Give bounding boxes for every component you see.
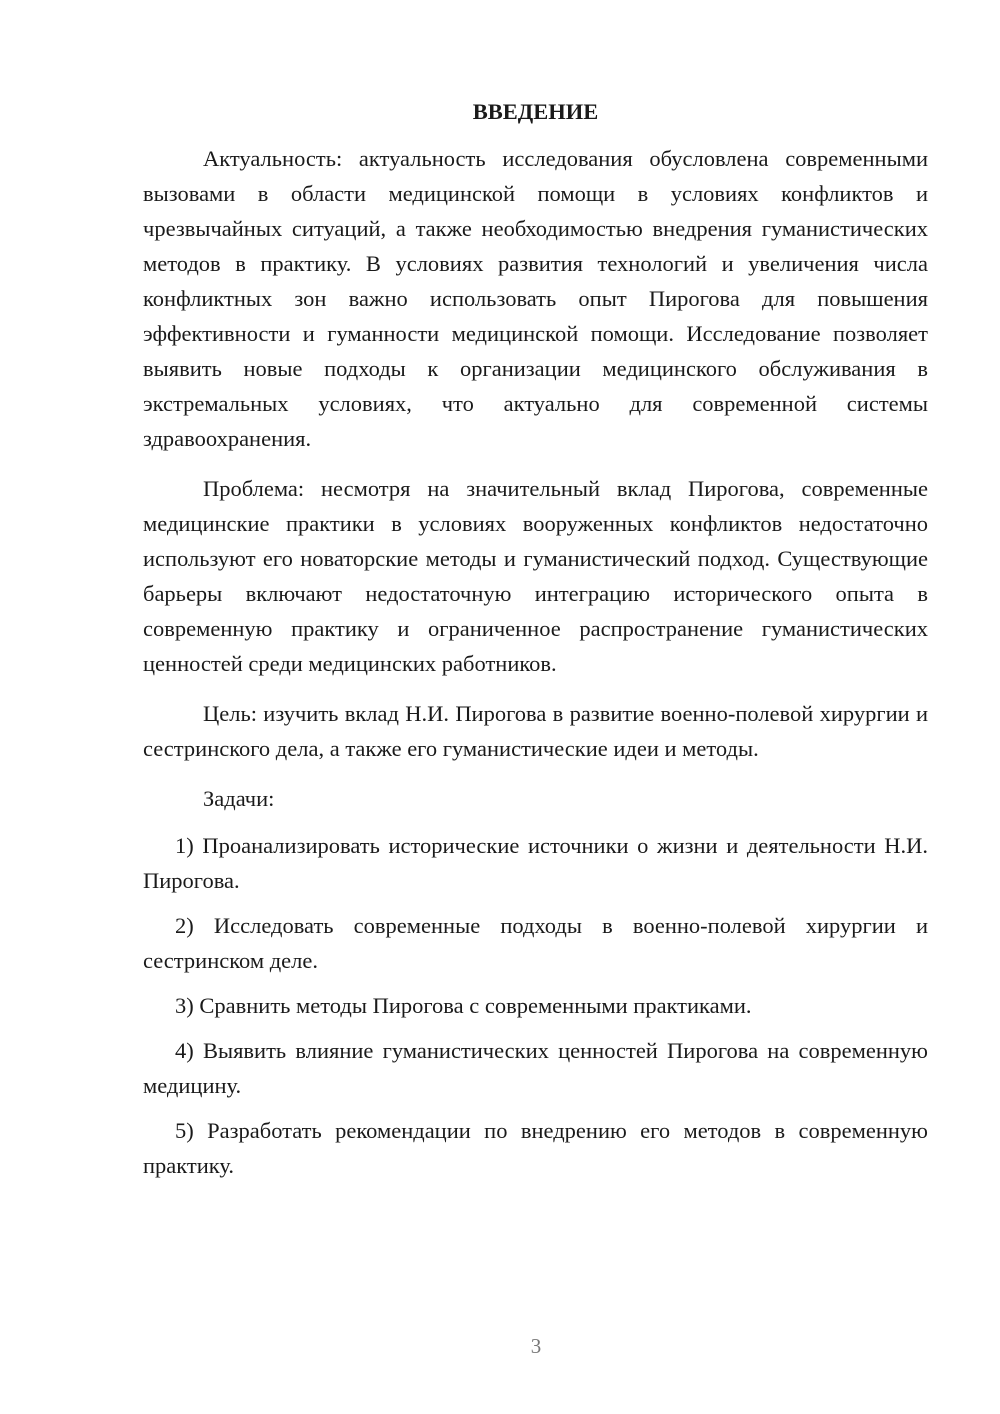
goal-paragraph: Цель: изучить вклад Н.И. Пирогова в развитие военно-полевой хирургии и сестринского дела, а также его гуманистические идеи и методы. — [143, 701, 928, 761]
section-heading: ВВЕДЕНИЕ — [472, 99, 599, 124]
tasks-heading: Задачи: — [203, 786, 275, 811]
task-item-1: 1) Проанализировать исторические источники о жизни и деятельности Н.И. Пирогова. — [143, 833, 928, 893]
task-item-5: 5) Разработать рекомендации по внедрению его методов в современную практику. — [143, 1118, 928, 1178]
task-item-4: 4) Выявить влияние гуманистических ценностей Пирогова на современную медицину. — [143, 1038, 928, 1098]
task-item-2: 2) Исследовать современные подходы в военно-полевой хирургии и сестринском деле. — [143, 913, 928, 973]
task-item-3: 3) Сравнить методы Пирогова с современными практиками. — [175, 993, 752, 1018]
document-page — [143, 94, 928, 1183]
relevance-paragraph: Актуальность: актуальность исследования обусловлена современными вызовами в области медицинской помощи в условиях конфликтов и чрезвычайных ситуаций, а также необходимостью внедрения гуманистических методов в практику. В условиях развития технологий и увеличения числа конфликтных зон важно использовать опыт Пирогова для повышения эффективности и гуманности медицинской помощи. Исследование позволяет выявить новые подходы к организации медицинского обслуживания в экстремальных условиях, что актуально для современной системы здравоохранения. — [143, 146, 928, 451]
page-number: 3 — [530, 1334, 542, 1358]
problem-paragraph: Проблема: несмотря на значительный вклад Пирогова, современные медицинские практики в условиях вооруженных конфликтов недостаточно используют его новаторские методы и гуманистический подход. Существующие барьеры включают недостаточную интеграцию исторического опыта в современную практику и ограниченное распространение гуманистических ценностей среди медицинских работников. — [143, 476, 928, 676]
